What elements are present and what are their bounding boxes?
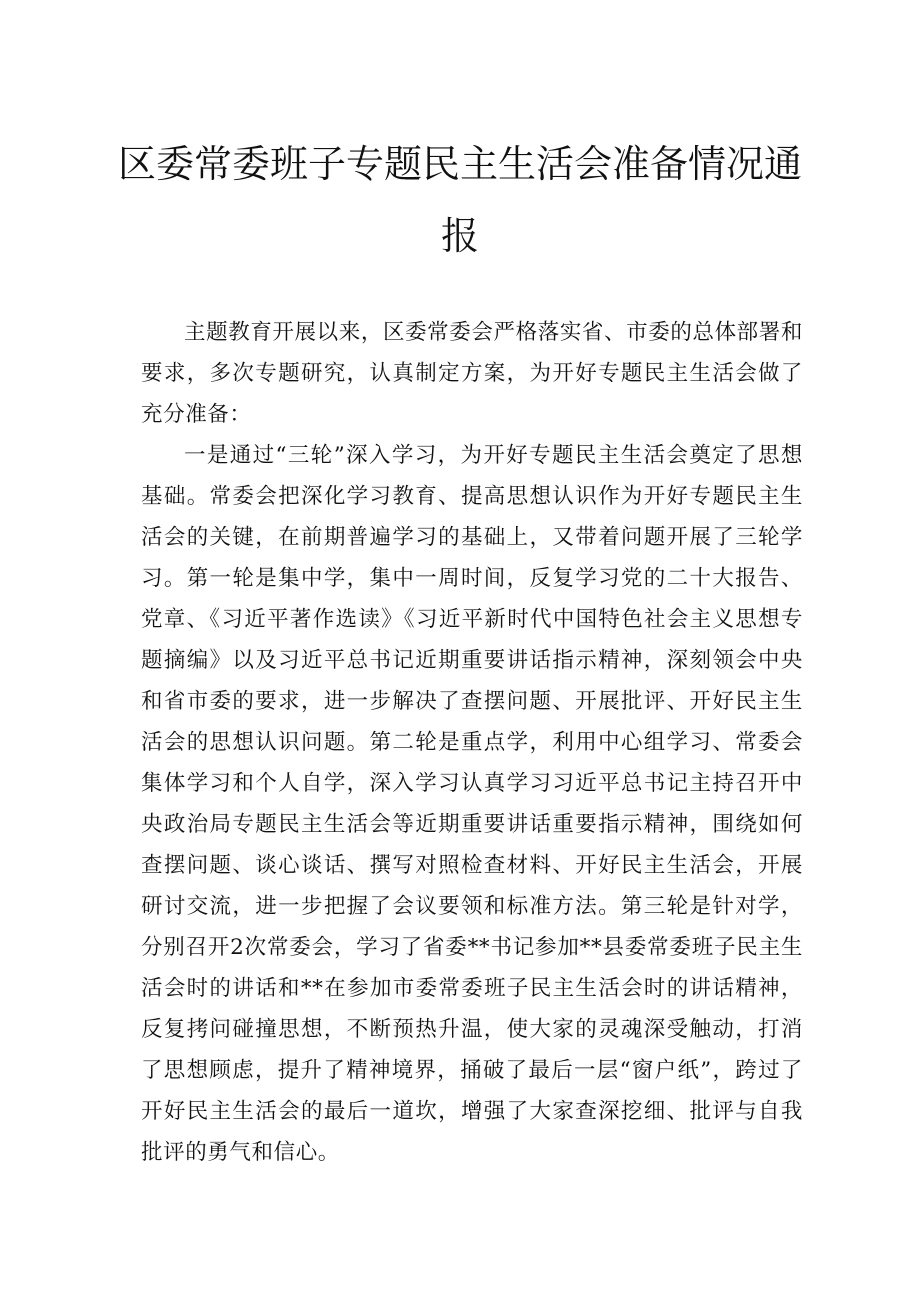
paragraph-intro: 主题教育开展以来，区委常委会严格落实省、市委的总体部署和要求，多次专题研究，认真制定方案，为开好专题民主生活会做了充分准备：: [141, 320, 803, 427]
document-body: [141, 312, 803, 1173]
paragraph-study: 一是通过“三轮”深入学习，为开好专题民主生活会奠定了思想基础。常委会把深化学习教育、提高思想认识作为开好专题民主生活会的关键，在前期普遍学习的基础上，又带着问题开展了三轮学习。第一轮是集中学，集中一周时间，反复学习党的二十大报告、党章、《习近平著作选读》《习近平新时代中国特色社会主义思想专题摘编》以及习近平总书记近期重要讲话指示精神，深刻领会中央和省市委的要求，进一步解决了查摆问题、开展批评、开好民主生活会的思想认识问题。第二轮是重点学，利用中心组学习、常委会集体学习和个人自学，深入学习认真学习习近平总书记主持召开中央政治局专题民主生活会等近期重要讲话重要指示精神，围绕如何查摆问题、谈心谈话、撰写对照检查材料、开好民主生活会，开展研讨交流，进一步把握了会议要领和标准方法。第三轮是针对学，分别召开2次常委会，学习了省委**书记参加**县委常委班子民主生活会时的讲话和**在参加市委常委班子民主生活会时的讲话精神，反复拷问碰撞思想，不断预热升温，使大家的灵魂深受触动，打消了思想顾虑，提升了精神境界，捅破了最后一层“窗户纸”，跨过了开好民主生活会的最后一道坎，增强了大家查深挖细、批评与自我批评的勇气和信心。: [141, 443, 803, 1165]
document-title: 区委常委班子专题民主生活会准备情况通报: [117, 142, 802, 258]
